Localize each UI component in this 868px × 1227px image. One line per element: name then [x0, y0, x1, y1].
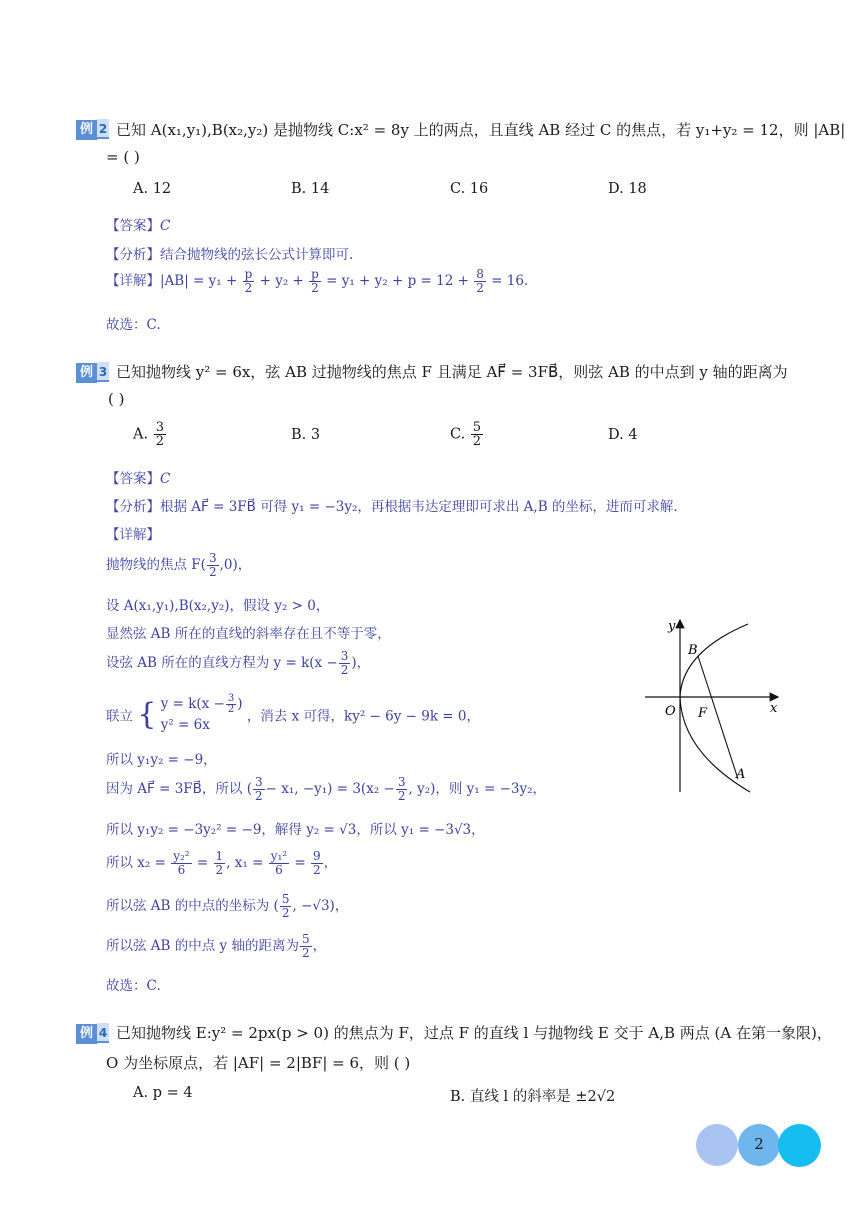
frac-num: 1 — [215, 849, 224, 863]
fraction — [311, 850, 323, 877]
text: 因为 AF⃗ = 3FB⃗，所以 ( — [106, 781, 252, 797]
detail-line-1 — [106, 552, 251, 579]
answer-value: C — [160, 218, 171, 234]
badge-word: 例 — [76, 120, 97, 140]
example-4-badge — [76, 1022, 109, 1042]
detail-line-5 — [106, 694, 480, 735]
frac-num: 3 — [397, 775, 406, 789]
example-3-analysis — [106, 495, 678, 515]
system-equations — [161, 694, 243, 735]
frac-num: 5 — [472, 420, 482, 435]
footer-circle-bright — [778, 1124, 821, 1167]
fraction-8-over-2 — [474, 268, 486, 295]
equation-1 — [161, 694, 243, 715]
text: , x₁ = — [226, 855, 264, 871]
example-3-choice-b: B. 3 — [291, 427, 321, 443]
label-y: y — [668, 619, 676, 634]
example-3-answer — [106, 467, 170, 487]
text: ，消去 x 可得，ky² − 6y − 9k = 0， — [246, 708, 480, 725]
frac-den: 2 — [311, 281, 319, 295]
detail-formula-part: = y₁ + y₂ + p = 12 + — [326, 273, 469, 289]
page-number: 2 — [754, 1135, 764, 1153]
detail-label: 【详解】 — [106, 273, 160, 289]
detail-line-11 — [106, 933, 326, 960]
frac-den: 2 — [397, 789, 406, 803]
frac-den: 2 — [208, 565, 217, 579]
detail-formula-part: = 16. — [491, 273, 529, 289]
frac-num: 3 — [227, 693, 235, 704]
example-3-choice-a — [133, 421, 167, 448]
fraction — [154, 421, 166, 448]
badge-number: 3 — [97, 362, 109, 382]
fraction — [471, 421, 483, 448]
example-2-answer — [106, 214, 170, 234]
example-2-conclusion: 故选：C. — [106, 317, 161, 333]
answer-label: 【答案】 — [106, 471, 160, 487]
label-f: F — [698, 706, 708, 721]
fraction — [269, 850, 289, 877]
frac-num: 3 — [208, 551, 217, 565]
text: , −√3)， — [292, 898, 349, 914]
detail-line-8: 所以 y₁y₂ = −3y₂² = −9，解得 y₂ = √3，所以 y₁ = −3√3， — [106, 822, 485, 838]
example-2-choice-a: A. 12 — [133, 181, 172, 197]
detail-line-12: 故选：C. — [106, 978, 161, 994]
frac-den: 2 — [215, 863, 224, 877]
label-o: O — [665, 704, 676, 719]
fraction — [207, 552, 219, 579]
analysis-label: 【分析】 — [106, 499, 160, 515]
text: , y₂)，则 y₁ = −3y₂， — [408, 781, 547, 797]
analysis-text: 结合抛物线的弦长公式计算即可. — [160, 247, 354, 263]
choice-label: C. — [450, 426, 466, 443]
text: = — [196, 855, 209, 871]
frac-num: y₁² — [270, 849, 288, 863]
example-4-stem-line2: O 为坐标原点，若 |AF| = 2|BF| = 6，则 ( ) — [106, 1054, 411, 1072]
frac-den: 2 — [340, 663, 349, 677]
detail-line-7 — [106, 776, 546, 803]
fraction — [171, 850, 191, 877]
detail-line-6: 所以 y₁y₂ = −9， — [106, 752, 217, 768]
analysis-text: 根据 AF⃗ = 3FB⃗ 可得 y₁ = −3y₂，再根据韦达定理即可求出 A,B 的坐标，进而可求解. — [160, 499, 678, 515]
detail-line-3: 显然弦 AB 所在的直线的斜率存在且不等于零， — [106, 626, 391, 642]
frac-num: 8 — [476, 267, 484, 281]
fraction — [339, 650, 351, 677]
text: ) — [237, 696, 243, 712]
example-2-detail — [106, 268, 528, 295]
example-2-choice-c: C. 16 — [450, 181, 489, 197]
example-2-choice-b: B. 14 — [291, 181, 330, 197]
analysis-label: 【分析】 — [106, 247, 160, 263]
frac-num: 5 — [281, 892, 290, 906]
example-3-badge — [76, 361, 109, 381]
frac-num: y₂² — [173, 849, 190, 863]
equation-2: y² = 6x — [160, 717, 210, 733]
parabola-figure — [640, 612, 790, 802]
text: ， — [323, 855, 338, 871]
text: 所以 x₂ = — [106, 855, 166, 871]
fraction — [226, 694, 236, 715]
detail-formula-part: |AB| = y₁ + — [160, 273, 238, 289]
example-3-choice-d: D. 4 — [608, 427, 638, 443]
frac-den: 2 — [472, 434, 482, 449]
answer-label: 【答案】 — [106, 218, 160, 234]
detail-line-2: 设 A(x₁,y₁),B(x₂,y₂)，假设 y₂ > 0， — [106, 598, 330, 614]
badge-word: 例 — [76, 1024, 97, 1044]
text: )， — [351, 655, 371, 671]
footer-circle-light — [696, 1124, 738, 1166]
fraction — [253, 776, 265, 803]
example-2-stem-line2: = ( ) — [106, 148, 140, 166]
text: 所以弦 AB 的中点 y 轴的距离为 — [106, 938, 299, 954]
text: 设弦 AB 所在的直线方程为 y = k(x − — [106, 655, 338, 671]
example-2-stem-line1: 已知 A(x₁,y₁),B(x₂,y₂) 是抛物线 C:x² = 8y 上的两点，且直线 AB 经过 C 的焦点，若 y₁+y₂ = 12，则 |AB| — [116, 121, 846, 139]
example-4-choice-a: A. p = 4 — [133, 1085, 193, 1101]
label-a: A — [736, 767, 746, 782]
text: 所以弦 AB 的中点的坐标为 ( — [106, 898, 279, 914]
frac-den: 2 — [227, 704, 235, 715]
fraction — [214, 850, 226, 877]
frac-num: 3 — [340, 649, 349, 663]
frac-num: p — [311, 267, 319, 281]
badge-word: 例 — [76, 363, 97, 383]
frac-den: 2 — [281, 906, 290, 920]
frac-num: 3 — [254, 775, 263, 789]
example-4-stem-line1: 已知抛物线 E:y² = 2px(p > 0) 的焦点为 F，过点 F 的直线 l 与抛物线 E 交于 A,B 两点 (A 在第一象限)， — [116, 1024, 832, 1042]
text: − x₁, −y₁) = 3(x₂ − — [265, 781, 395, 797]
frac-num: p — [244, 267, 253, 281]
text: ， — [312, 938, 327, 954]
example-4-choice-b: B. 直线 l 的斜率是 ±2√2 — [450, 1089, 616, 1105]
brace: { — [137, 697, 157, 732]
fraction — [396, 776, 408, 803]
text: 抛物线的焦点 F( — [106, 557, 206, 573]
detail-line-4 — [106, 650, 370, 677]
fraction-p-over-2 — [309, 268, 321, 295]
label-b: B — [688, 643, 698, 658]
text: ,0)， — [219, 557, 252, 573]
text: 联立 — [106, 708, 133, 725]
detail-formula-part: + y₂ + — [259, 273, 304, 289]
detail-line-10 — [106, 893, 348, 920]
answer-value: C — [160, 471, 171, 487]
fraction — [280, 893, 292, 920]
text: y = k(x − — [160, 696, 225, 712]
frac-den: 2 — [254, 789, 263, 803]
choice-label: A. — [133, 426, 149, 443]
example-3-choice-c — [450, 421, 484, 448]
frac-den: 2 — [313, 863, 321, 877]
frac-num: 5 — [301, 932, 310, 946]
example-2-badge — [76, 118, 109, 138]
example-3-stem-line2: ( ) — [108, 390, 125, 408]
frac-den: 6 — [275, 863, 283, 877]
fraction — [300, 933, 312, 960]
badge-number: 2 — [97, 119, 109, 139]
frac-num: 9 — [313, 849, 321, 863]
frac-den: 6 — [177, 863, 186, 877]
frac-num: 3 — [155, 420, 164, 435]
label-x: x — [770, 701, 778, 716]
example-3-detail-label: 【详解】 — [106, 527, 160, 543]
detail-line-9 — [106, 850, 337, 877]
frac-den: 2 — [301, 946, 310, 960]
text: = — [294, 855, 306, 871]
example-2-choice-d: D. 18 — [608, 181, 647, 197]
example-3-stem-line1: 已知抛物线 y² = 6x，弦 AB 过抛物线的焦点 F 且满足 AF⃗ = 3FB⃗，则弦 AB 的中点到 y 轴的距离为 — [116, 363, 788, 381]
badge-number: 4 — [97, 1023, 109, 1043]
frac-den: 2 — [476, 281, 484, 295]
fraction-p-over-2 — [243, 268, 255, 295]
example-2-analysis — [106, 243, 353, 263]
frac-den: 2 — [244, 281, 253, 295]
frac-den: 2 — [155, 434, 164, 449]
